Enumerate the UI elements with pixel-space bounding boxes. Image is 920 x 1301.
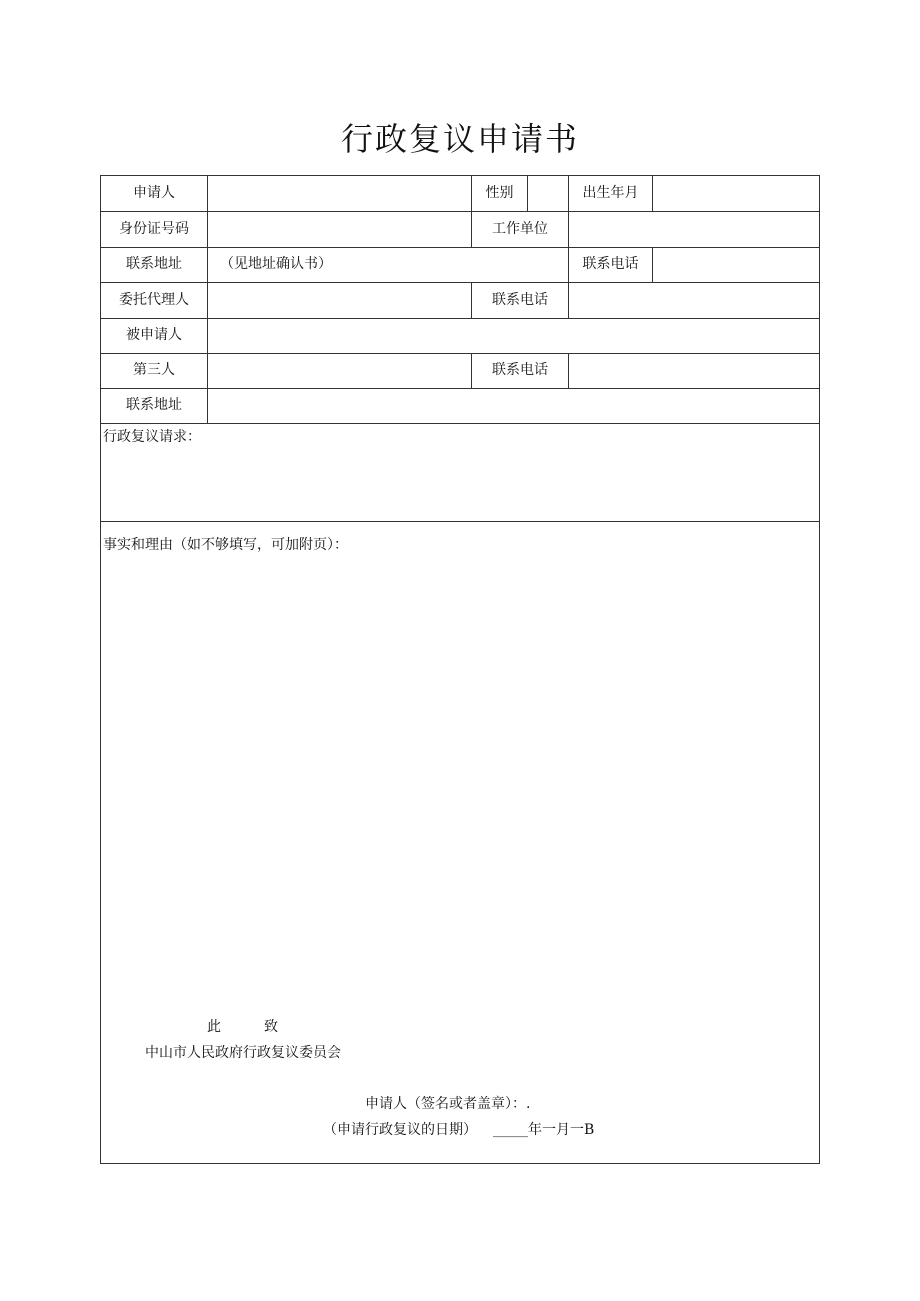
workplace-label: 工作单位 [492,221,548,237]
birth-date-field[interactable] [653,176,819,211]
id-number-label: 身份证号码 [119,221,189,237]
date-label: （申请行政复议的日期） [323,1122,477,1138]
gender-label: 性别 [485,185,514,201]
gender-field[interactable] [528,176,568,211]
closing-ci: 此 [207,1019,221,1035]
recipient: 中山市人民政府行政复议委员会 [145,1045,341,1061]
agent-field[interactable] [208,283,471,318]
third-party-address-field[interactable] [208,388,819,423]
third-party-field[interactable] [208,353,471,388]
applicant-field[interactable] [208,176,471,211]
phone-field[interactable] [653,247,819,282]
agent-phone-label: 联系电话 [492,292,548,308]
third-party-address-label: 联系地址 [126,397,182,413]
signature-label: 申请人（签名或者盖章）：. [365,1096,531,1112]
respondent-label: 被申请人 [126,327,182,343]
third-party-phone-field[interactable] [569,353,819,388]
facts-field[interactable] [101,556,819,996]
request-field[interactable] [101,446,819,520]
workplace-field[interactable] [569,212,819,247]
birth-date-label: 出生年月 [582,185,639,201]
applicant-label: 申请人 [133,185,175,201]
id-number-field[interactable] [208,212,471,247]
document-title: 行政复议申请书 [340,120,579,158]
row-divider [101,521,819,522]
facts-label: 事实和理由（如不够填写，可加附页）： [103,537,348,553]
date-blank[interactable]: _____年一月一B [493,1122,595,1138]
third-party-label: 第三人 [133,362,175,378]
address-field[interactable]: （见地址确认书） [220,256,332,272]
agent-phone-field[interactable] [569,283,819,318]
row-divider [101,423,819,424]
respondent-field[interactable] [208,318,819,353]
address-label: 联系地址 [126,256,182,272]
request-label: 行政复议请求： [103,429,201,445]
application-form [100,175,820,1164]
closing-zhi: 致 [264,1019,278,1035]
third-party-phone-label: 联系电话 [492,362,548,378]
phone-label: 联系电话 [582,256,639,272]
agent-label: 委托代理人 [119,292,189,308]
